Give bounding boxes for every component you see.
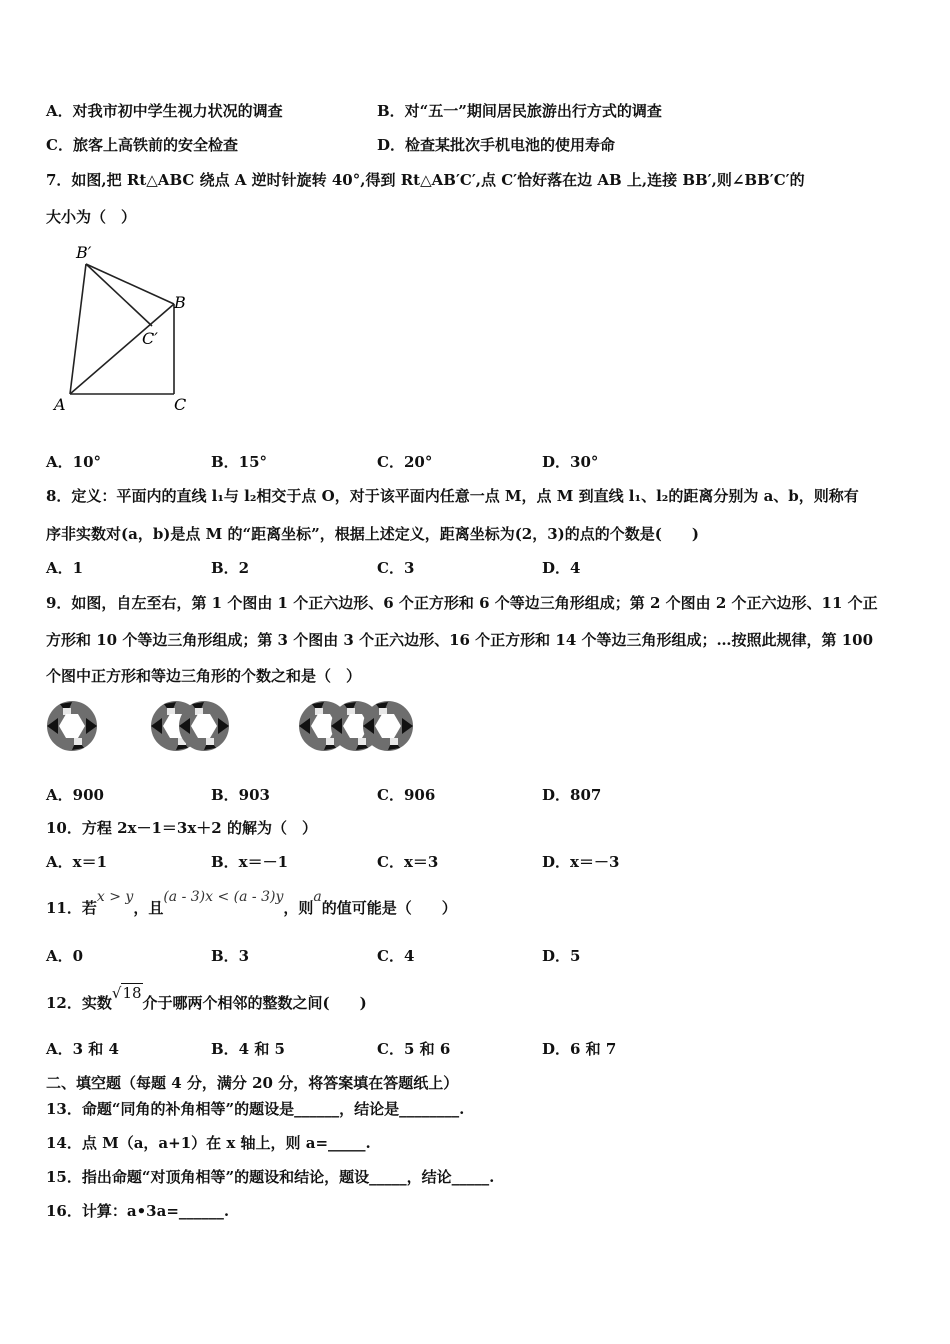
- q11-prefix: 11．若: [46, 899, 97, 917]
- q11-option-c: C．4: [377, 947, 415, 965]
- q7-option-b: B．15°: [211, 453, 268, 471]
- q16-stem: 16．计算：a•3a=______.: [46, 1202, 230, 1220]
- label-b-prime: B′: [76, 243, 92, 262]
- segment-b-prime-c-prime: [86, 264, 152, 326]
- q8-stem-line2: 序非实数对(a，b)是点 M 的“距离坐标”，根据上述定义，距离坐标为(2，3)的点的个数是( ): [46, 525, 699, 543]
- pattern-1: [47, 701, 97, 751]
- q11-suffix: 的值可能是（ ）: [321, 899, 457, 917]
- q12-prefix: 12．实数: [46, 994, 112, 1012]
- q11-option-b: B．3: [211, 947, 250, 965]
- q12-option-b: B．4 和 5: [211, 1040, 285, 1058]
- q9-hexagon-pattern-figure: [44, 696, 424, 760]
- q15-stem: 15．指出命题“对顶角相等”的题设和结论，题设_____，结论_____.: [46, 1168, 495, 1186]
- q9-stem-line2: 方形和 10 个等边三角形组成；第 3 个图由 3 个正六边形、16 个正方形和 14 个等边三角形组成；…按照此规律，第 100: [46, 631, 874, 649]
- segment-b-prime-b: [86, 264, 174, 304]
- pattern-3: [299, 701, 413, 751]
- q10-option-b: B．x＝－1: [211, 853, 289, 871]
- q8-stem-line1: 8．定义：平面内的直线 l₁与 l₂相交于点 O，对于该平面内任意一点 M，点 M 到直线 l₁、l₂的距离分别为 a、b，则称有: [46, 487, 859, 505]
- q9-option-a: A．900: [46, 786, 104, 804]
- pattern-2: [151, 701, 229, 751]
- q6-option-d: D．检查某批次手机电池的使用寿命: [377, 136, 616, 154]
- q12-sqrt-expression: √18: [111, 984, 142, 1002]
- label-b: B: [174, 293, 186, 312]
- q9-option-c: C．906: [377, 786, 436, 804]
- q10-stem: 10．方程 2x－1＝3x＋2 的解为（ ）: [46, 819, 317, 837]
- q12-option-a: A．3 和 4: [46, 1040, 119, 1058]
- q12-suffix: 介于哪两个相邻的整数之间( ): [142, 994, 367, 1012]
- q6-option-b: B．对“五一”期间居民旅游出行方式的调查: [377, 102, 662, 120]
- q9-stem-line1: 9．如图，自左至右，第 1 个图由 1 个正六边形、6 个正方形和 6 个等边三角形组成；第 2 个图由 2 个正六边形、11 个正: [46, 594, 878, 612]
- q9-option-b: B．903: [211, 786, 270, 804]
- q12-stem: [46, 984, 367, 1013]
- q11-expr-inequality: (a - 3)x < (a - 3)y: [163, 889, 284, 905]
- q6-option-c: C．旅客上高铁前的安全检查: [46, 136, 238, 154]
- q12-option-d: D．6 和 7: [542, 1040, 617, 1058]
- q7-stem-line2: 大小为（ ）: [46, 208, 137, 226]
- q14-stem: 14．点 M（a，a+1）在 x 轴上，则 a=_____.: [46, 1134, 371, 1152]
- label-a: A: [54, 395, 66, 414]
- section2-heading: 二、填空题（每题 4 分，满分 20 分，将答案填在答题纸上）: [46, 1074, 459, 1092]
- segment-ab: [70, 304, 174, 394]
- q10-option-d: D．x＝－3: [542, 853, 620, 871]
- q11-mid2: ，则: [283, 899, 314, 917]
- q11-expr-x-gt-y: x > y: [96, 889, 134, 905]
- q7-option-d: D．30°: [542, 453, 599, 471]
- q8-option-d: D．4: [542, 559, 581, 577]
- label-c: C: [174, 395, 187, 414]
- q11-var-a: a: [313, 889, 322, 905]
- q10-option-c: C．x＝3: [377, 853, 439, 871]
- q7-option-a: A．10°: [46, 453, 102, 471]
- q11-stem: [46, 889, 457, 919]
- q7-option-c: C．20°: [377, 453, 433, 471]
- q8-option-c: C．3: [377, 559, 415, 577]
- q8-option-a: A．1: [46, 559, 84, 577]
- q12-radicand: 18: [122, 984, 142, 1002]
- q8-option-b: B．2: [211, 559, 250, 577]
- q11-option-d: D．5: [542, 947, 581, 965]
- q11-option-a: A．0: [46, 947, 84, 965]
- q10-option-a: A．x＝1: [46, 853, 108, 871]
- q7-triangle-figure: [48, 240, 198, 420]
- q13-stem: 13．命题“同角的补角相等”的题设是______，结论是________.: [46, 1100, 465, 1118]
- label-c-prime: C′: [142, 329, 158, 348]
- q9-stem-line3: 个图中正方形和等边三角形的个数之和是（ ）: [46, 667, 362, 685]
- q9-option-d: D．807: [542, 786, 602, 804]
- segment-ab-prime: [70, 264, 86, 394]
- q12-option-c: C．5 和 6: [377, 1040, 451, 1058]
- q6-option-a: A．对我市初中学生视力状况的调查: [46, 102, 283, 120]
- q11-mid: ，且: [133, 899, 164, 917]
- q7-stem-line1: 7．如图,把 Rt△ABC 绕点 A 逆时针旋转 40°,得到 Rt△AB′C′,点 C′恰好落在边 AB 上,连接 BB′,则∠BB′C′的: [46, 171, 805, 189]
